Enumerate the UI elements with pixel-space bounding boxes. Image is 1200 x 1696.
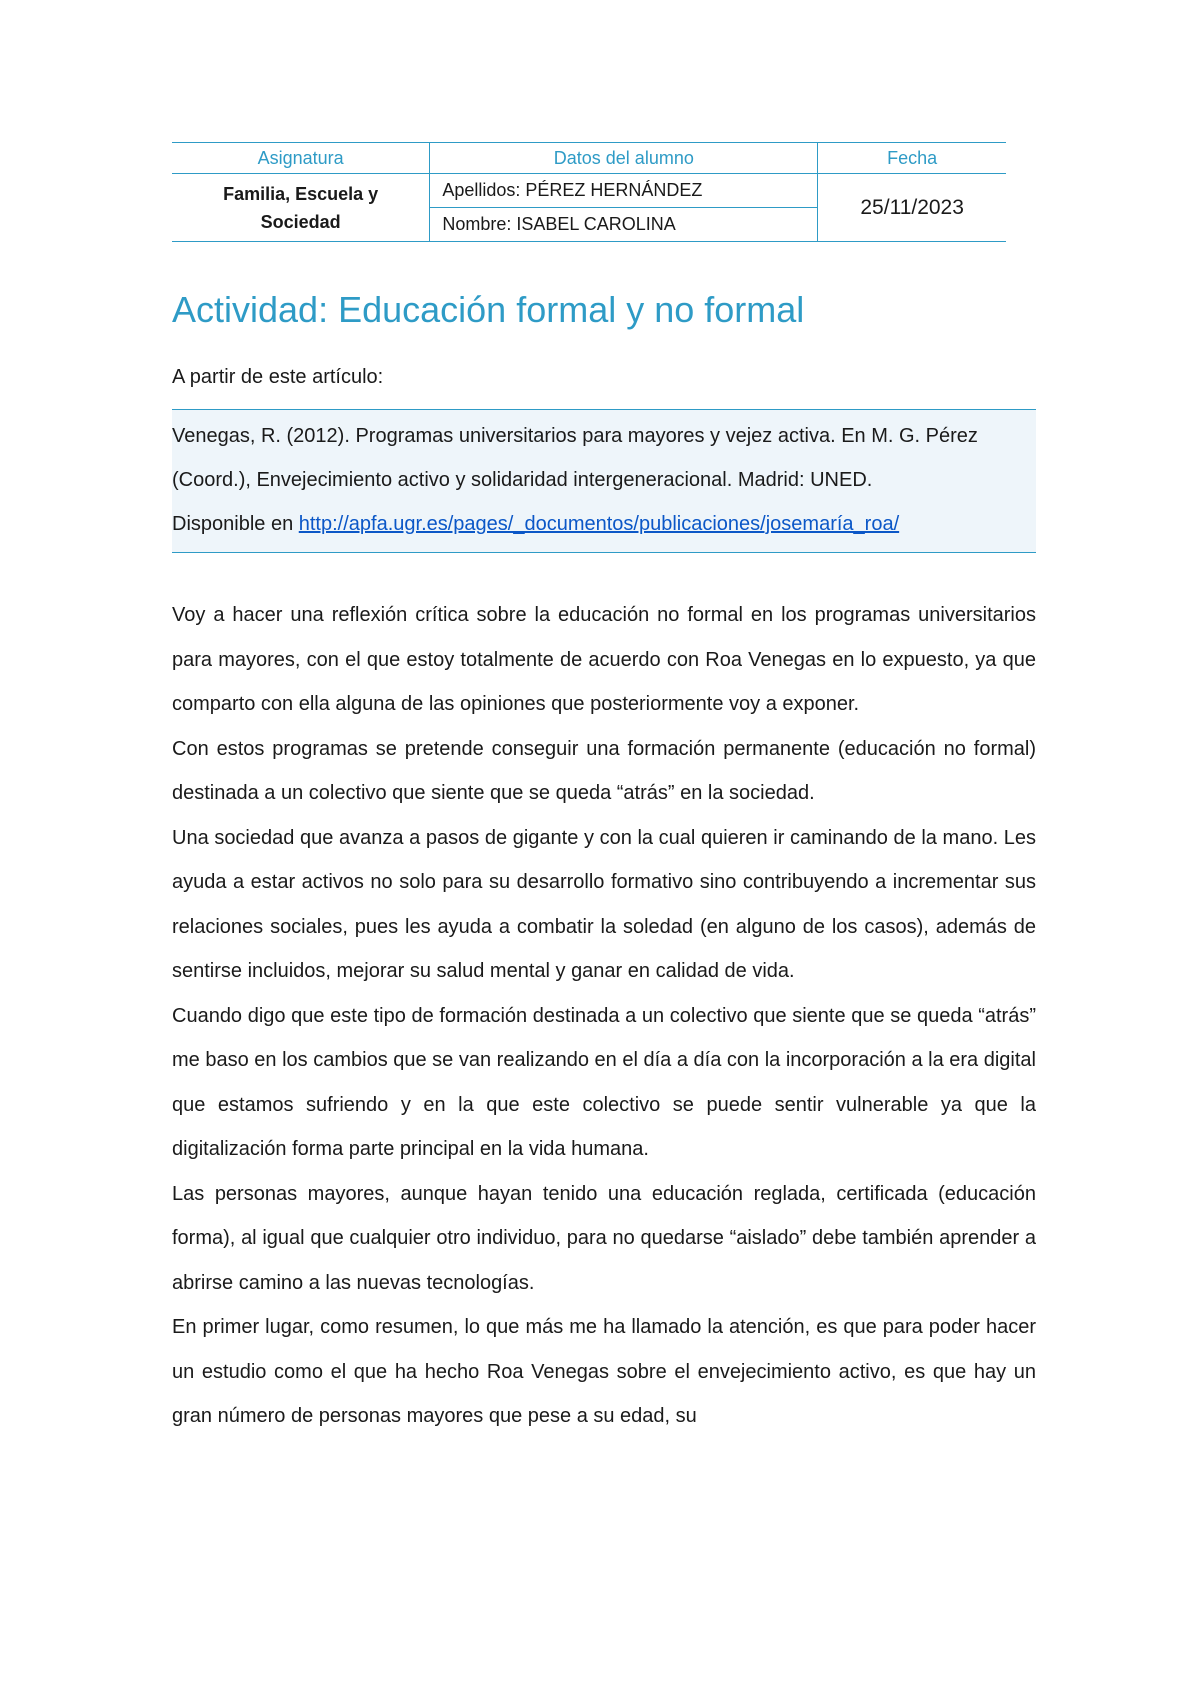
subject-line-2: Sociedad <box>260 211 341 232</box>
available-label: Disponible en <box>172 513 299 535</box>
paragraph-4: Cuando digo que este tipo de formación destinada a un colectivo que siente que se queda “atrás” me baso en los cambios que se van realizando en el día a día con la incorporación a la era digital que estamos sufriendo y en la que este colectivo se puede sentir vulnerable ya que la digitalización forma parte principal en la vida humana. <box>172 1004 1036 1160</box>
subject-value <box>172 174 430 242</box>
surname-value: Apellidos: PÉREZ HERNÁNDEZ <box>430 174 818 208</box>
reference-line-3 <box>172 502 1036 546</box>
subject-line-1: Familia, Escuela y <box>223 183 379 204</box>
reference-box <box>172 409 1036 553</box>
paragraph-3: Una sociedad que avanza a pasos de gigante y con la cual quieren ir caminando de la mano. Les ayuda a estar activos no solo para su desarrollo formativo sino contribuyendo a incrementar sus relaciones sociales, pues les ayuda a combatir la soledad (en alguno de los casos), además de sentirse incluidos, mejorar su salud mental y ganar en calidad de vida. <box>172 826 1036 982</box>
subject-header: Asignatura <box>172 143 430 174</box>
date-header: Fecha <box>818 143 1006 174</box>
paragraph-5: Las personas mayores, aunque hayan tenido una educación reglada, certificada (educación forma), al igual que cualquier otro individuo, para no quedarse “aislado” debe también aprender a abrirse camino a las nuevas tecnologías. <box>172 1182 1036 1294</box>
reference-line-2: (Coord.), Envejecimiento activo y solidaridad intergeneracional. Madrid: UNED. <box>172 469 873 491</box>
activity-title: Actividad: Educación formal y no formal <box>172 289 805 330</box>
name-value: Nombre: ISABEL CAROLINA <box>430 208 818 242</box>
reference-link[interactable]: http://apfa.ugr.es/pages/_documentos/publicaciones/josemaría_roa/ <box>298 513 900 535</box>
student-info-table <box>172 142 1006 242</box>
body-text <box>172 593 1036 1439</box>
reference-line-1: Venegas, R. (2012). Programas universitarios para mayores y vejez activa. En M. G. Pérez <box>172 425 978 447</box>
paragraph-1: Voy a hacer una reflexión crítica sobre la educación no formal en los programas universitarios para mayores, con el que estoy totalmente de acuerdo con Roa Venegas en lo expuesto, ya que comparto con ella alguna de las opiniones que posteriormente voy a exponer. <box>172 604 1036 715</box>
paragraph-2: Con estos programas se pretende conseguir una formación permanente (educación no formal) destinada a un colectivo que siente que se queda “atrás” en la sociedad. <box>172 737 1036 804</box>
paragraph-6: En primer lugar, como resumen, lo que más me ha llamado la atención, es que para poder hacer un estudio como el que ha hecho Roa Venegas sobre el envejecimiento activo, es que hay un gran número de personas mayores que pese a su edad, su <box>172 1316 1036 1427</box>
intro-text: A partir de este artículo: <box>172 366 384 388</box>
date-value: 25/11/2023 <box>818 174 1006 242</box>
student-data-header: Datos del alumno <box>430 143 818 174</box>
